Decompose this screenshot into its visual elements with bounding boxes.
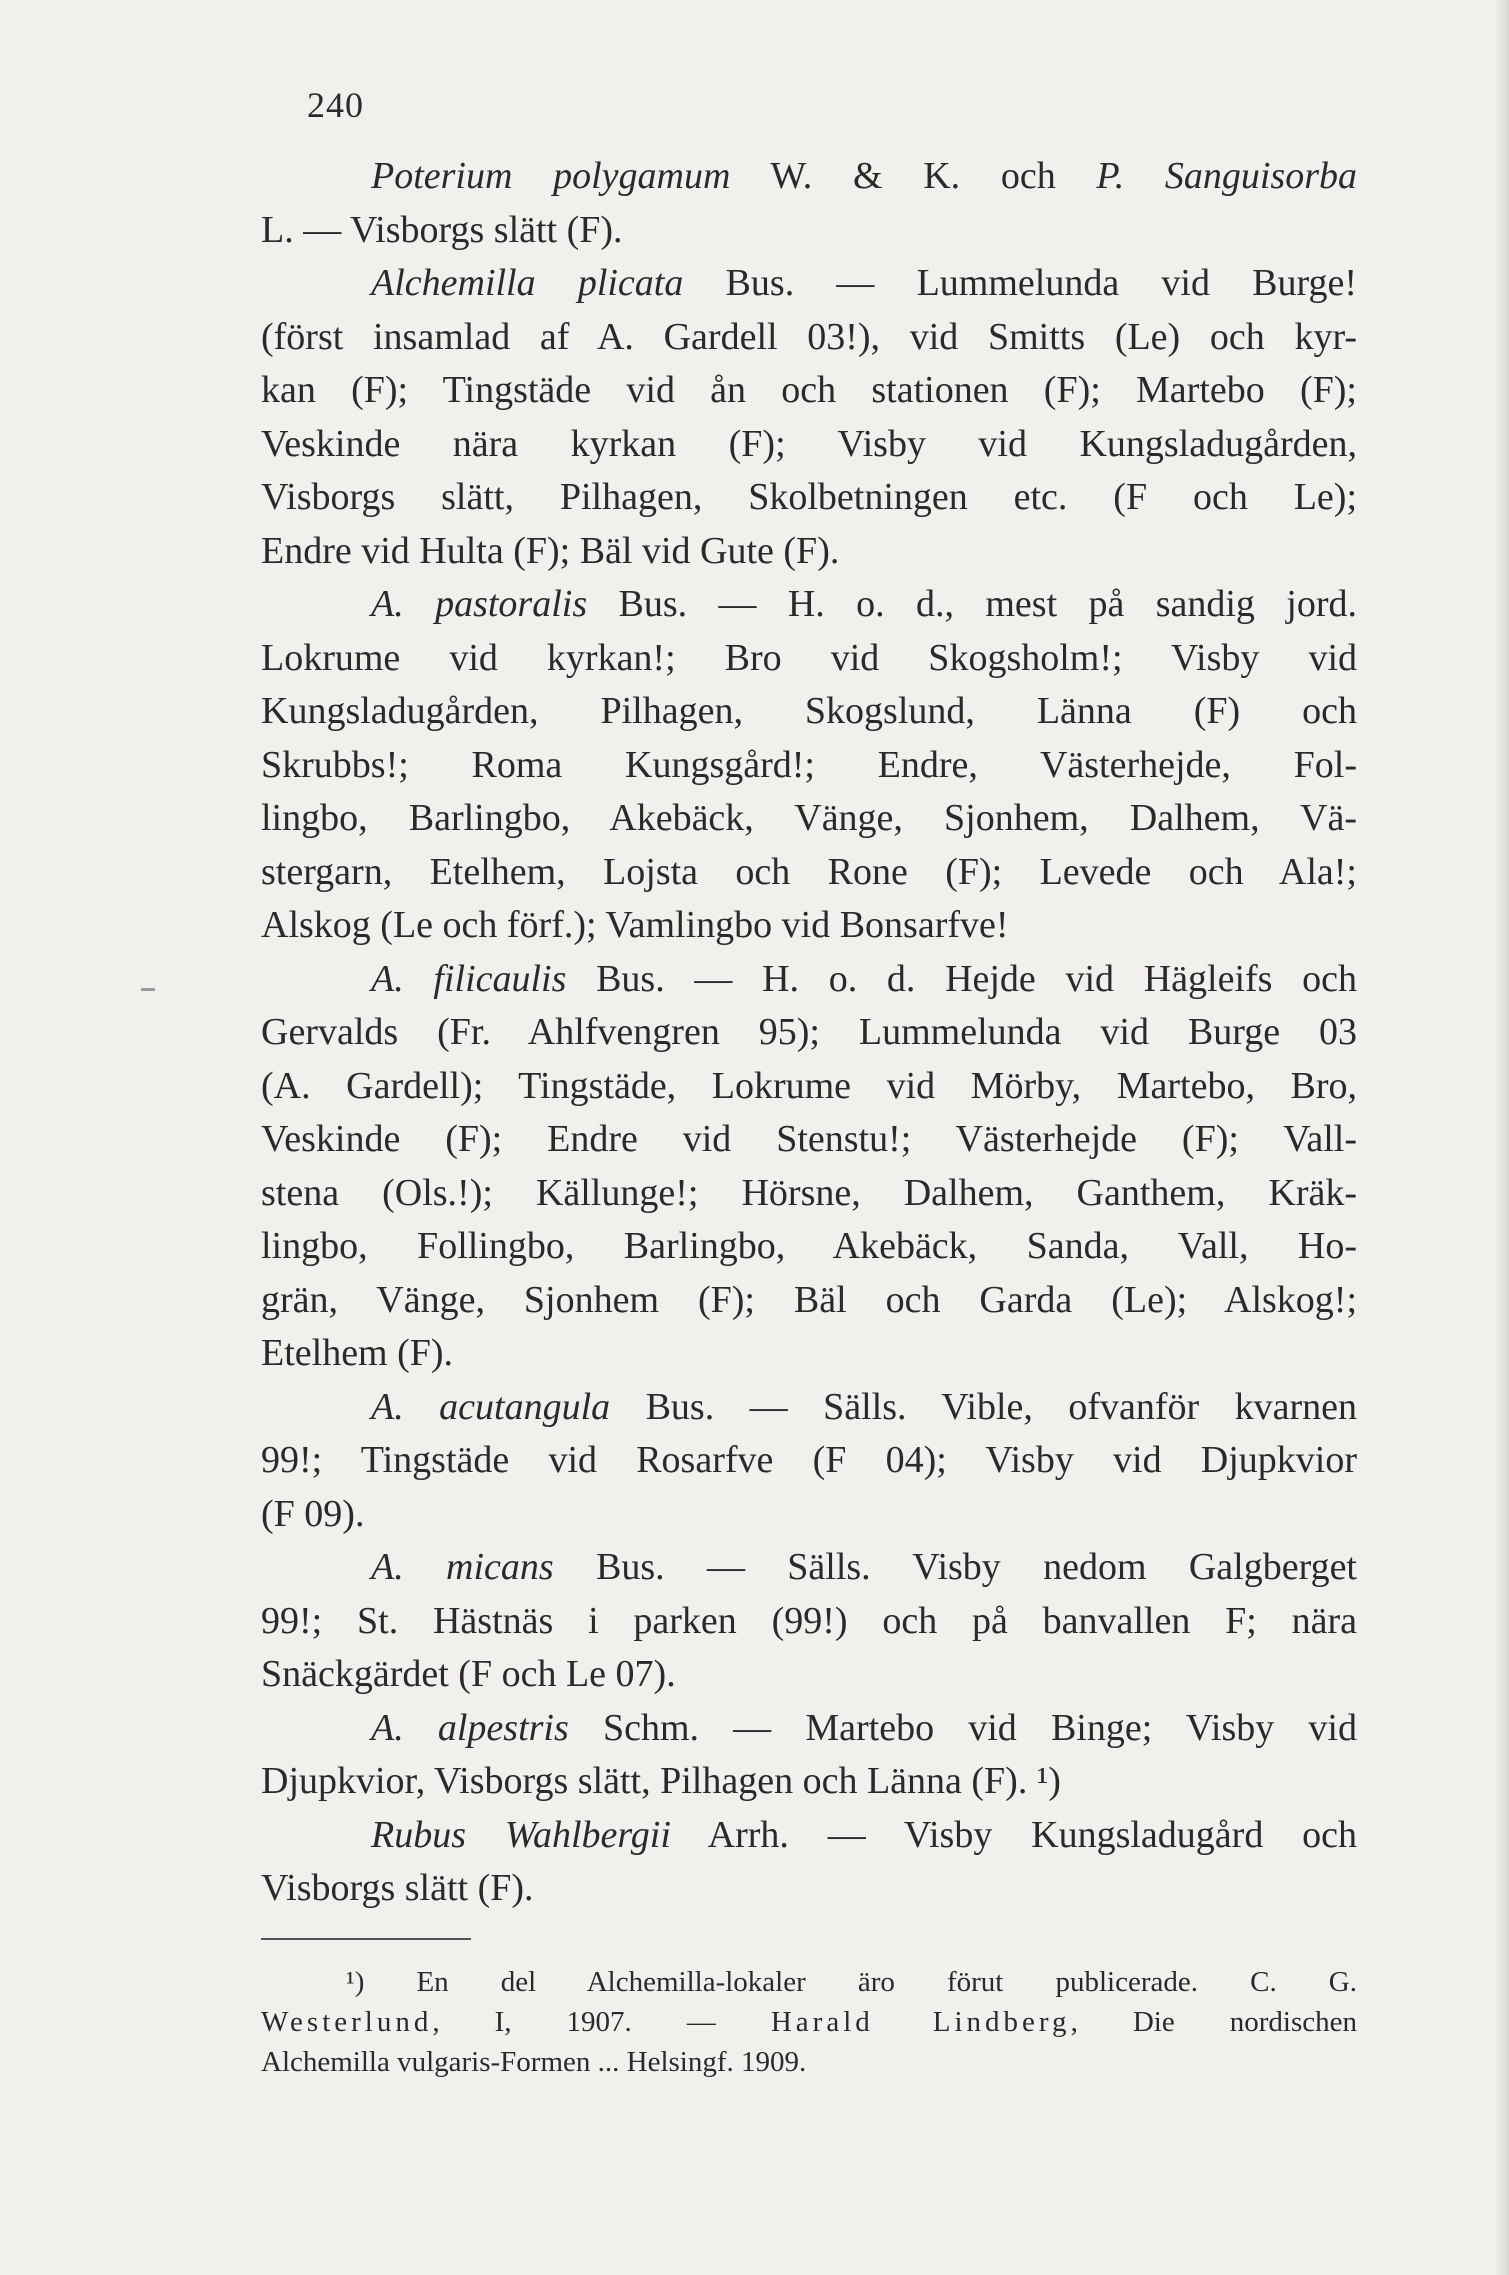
footnote-line-3: Alchemilla vulgaris-Formen ... Helsingf. 1909.	[261, 2046, 807, 2078]
entry-pastoralis-line-3: Kungsladugården, Pilhagen, Skogslund, Länna (F) och	[261, 690, 1357, 732]
entry-micans-line-3: Snäckgärdet (F och Le 07).	[261, 1653, 676, 1695]
species-name: A. filicaulis	[371, 957, 567, 1000]
entry-filicaulis-line-4: Veskinde (F); Endre vid Stenstu!; Västerhejde (F); Vall-	[261, 1118, 1357, 1160]
entry-filicaulis-line-6: lingbo, Follingbo, Barlingbo, Akebäck, Sanda, Vall, Ho-	[261, 1225, 1357, 1267]
entry-poterium-line-1: Poterium polygamum W. & K. och P. Sanguisorba	[371, 155, 1358, 197]
species-name: A. acutangula	[371, 1385, 611, 1428]
entry-filicaulis-line-1: A. filicaulis Bus. — H. o. d. Hejde vid Hägleifs och	[371, 957, 1358, 1000]
entry-micans-line-2: 99!; St. Hästnäs i parken (99!) och på banvallen F; nära	[261, 1599, 1357, 1642]
entry-alpestris-line-1: A. alpestris Schm. — Martebo vid Binge; Visby vid	[371, 1706, 1357, 1749]
entry-filicaulis-line-3: (A. Gardell); Tingstäde, Lokrume vid Mörby, Martebo, Bro,	[261, 1064, 1357, 1107]
footnote-line-1: ¹) En del Alchemilla-lokaler äro förut publicerade. C. G.	[346, 1966, 1357, 1998]
entry-rubus-line-2: Visborgs slätt (F).	[261, 1867, 534, 1909]
entry-pastoralis-line-2: Lokrume vid kyrkan!; Bro vid Skogsholm!; Visby vid	[261, 636, 1357, 679]
entry-plicata-line-3: kan (F); Tingstäde vid ån och stationen (F); Martebo (F);	[261, 369, 1357, 411]
margin-mark	[141, 988, 155, 991]
body-text	[261, 150, 1357, 1916]
footnote-rule	[261, 1938, 471, 1940]
footnote-line-2: Westerlund, I, 1907. — Harald Lindberg, Die nordischen	[261, 2006, 1357, 2038]
entry-plicata-line-4: Veskinde nära kyrkan (F); Visby vid Kungsladugården,	[261, 422, 1357, 465]
species-name: P. Sanguisorba	[1096, 155, 1358, 197]
entry-pastoralis-line-5: lingbo, Barlingbo, Akebäck, Vänge, Sjonhem, Dalhem, Vä-	[261, 797, 1357, 839]
entry-alpestris-line-2: Djupkvior, Visborgs slätt, Pilhagen och Länna (F). ¹)	[261, 1760, 1061, 1802]
entry-plicata-line-5: Visborgs slätt, Pilhagen, Skolbetningen etc. (F och Le);	[261, 476, 1357, 518]
author-name: Westerlund	[261, 2006, 433, 2038]
entry-filicaulis-line-5: stena (Ols.!); Källunge!; Hörsne, Dalhem, Ganthem, Kräk-	[261, 1171, 1357, 1214]
entry-plicata-line-1: Alchemilla plicata Bus. — Lummelunda vid Burge!	[371, 262, 1357, 304]
entry-plicata-line-2: (först insamlad af A. Gardell 03!), vid Smitts (Le) och kyr-	[261, 315, 1357, 358]
entry-acutangula-line-1: A. acutangula Bus. — Sälls. Vible, ofvanför kvarnen	[371, 1385, 1357, 1428]
footnote	[261, 1962, 1357, 2082]
entry-plicata-line-6: Endre vid Hulta (F); Bäl vid Gute (F).	[261, 529, 840, 572]
entry-acutangula-line-2: 99!; Tingstäde vid Rosarfve (F 04); Visby vid Djupkvior	[261, 1439, 1357, 1481]
entry-pastoralis-line-6: stergarn, Etelhem, Lojsta och Rone (F); Levede och Ala!;	[261, 850, 1357, 893]
species-name: A. micans	[371, 1546, 554, 1588]
page-edge-shadow	[1495, 0, 1509, 2275]
entry-pastoralis-line-1: A. pastoralis Bus. — H. o. d., mest på sandig jord.	[371, 583, 1358, 625]
entry-poterium-line-2: L. — Visborgs slätt (F).	[261, 208, 623, 251]
entry-acutangula-line-3: (F 09).	[261, 1492, 365, 1535]
species-name: A. pastoralis	[371, 583, 588, 625]
author-name: Harald Lindberg	[770, 2006, 1071, 2038]
entry-filicaulis-line-2: Gervalds (Fr. Ahlfvengren 95); Lummelunda vid Burge 03	[261, 1011, 1357, 1053]
page-number: 240	[307, 85, 364, 125]
entry-filicaulis-line-8: Etelhem (F).	[261, 1332, 454, 1374]
species-name: A. alpestris	[371, 1706, 569, 1749]
entry-rubus-line-1: Rubus Wahlbergii Arrh. — Visby Kungsladugård och	[371, 1813, 1357, 1856]
entry-micans-line-1: A. micans Bus. — Sälls. Visby nedom Galgberget	[371, 1546, 1357, 1588]
entry-pastoralis-line-7: Alskog (Le och förf.); Vamlingbo vid Bonsarfve!	[261, 904, 1009, 946]
species-name: Poterium polygamum	[371, 155, 731, 197]
entry-pastoralis-line-4: Skrubbs!; Roma Kungsgård!; Endre, Västerhejde, Fol-	[261, 743, 1357, 786]
species-name: Alchemilla plicata	[371, 262, 684, 304]
species-name: Rubus Wahlbergii	[371, 1813, 671, 1856]
entry-filicaulis-line-7: grän, Vänge, Sjonhem (F); Bäl och Garda (Le); Alskog!;	[261, 1278, 1357, 1321]
